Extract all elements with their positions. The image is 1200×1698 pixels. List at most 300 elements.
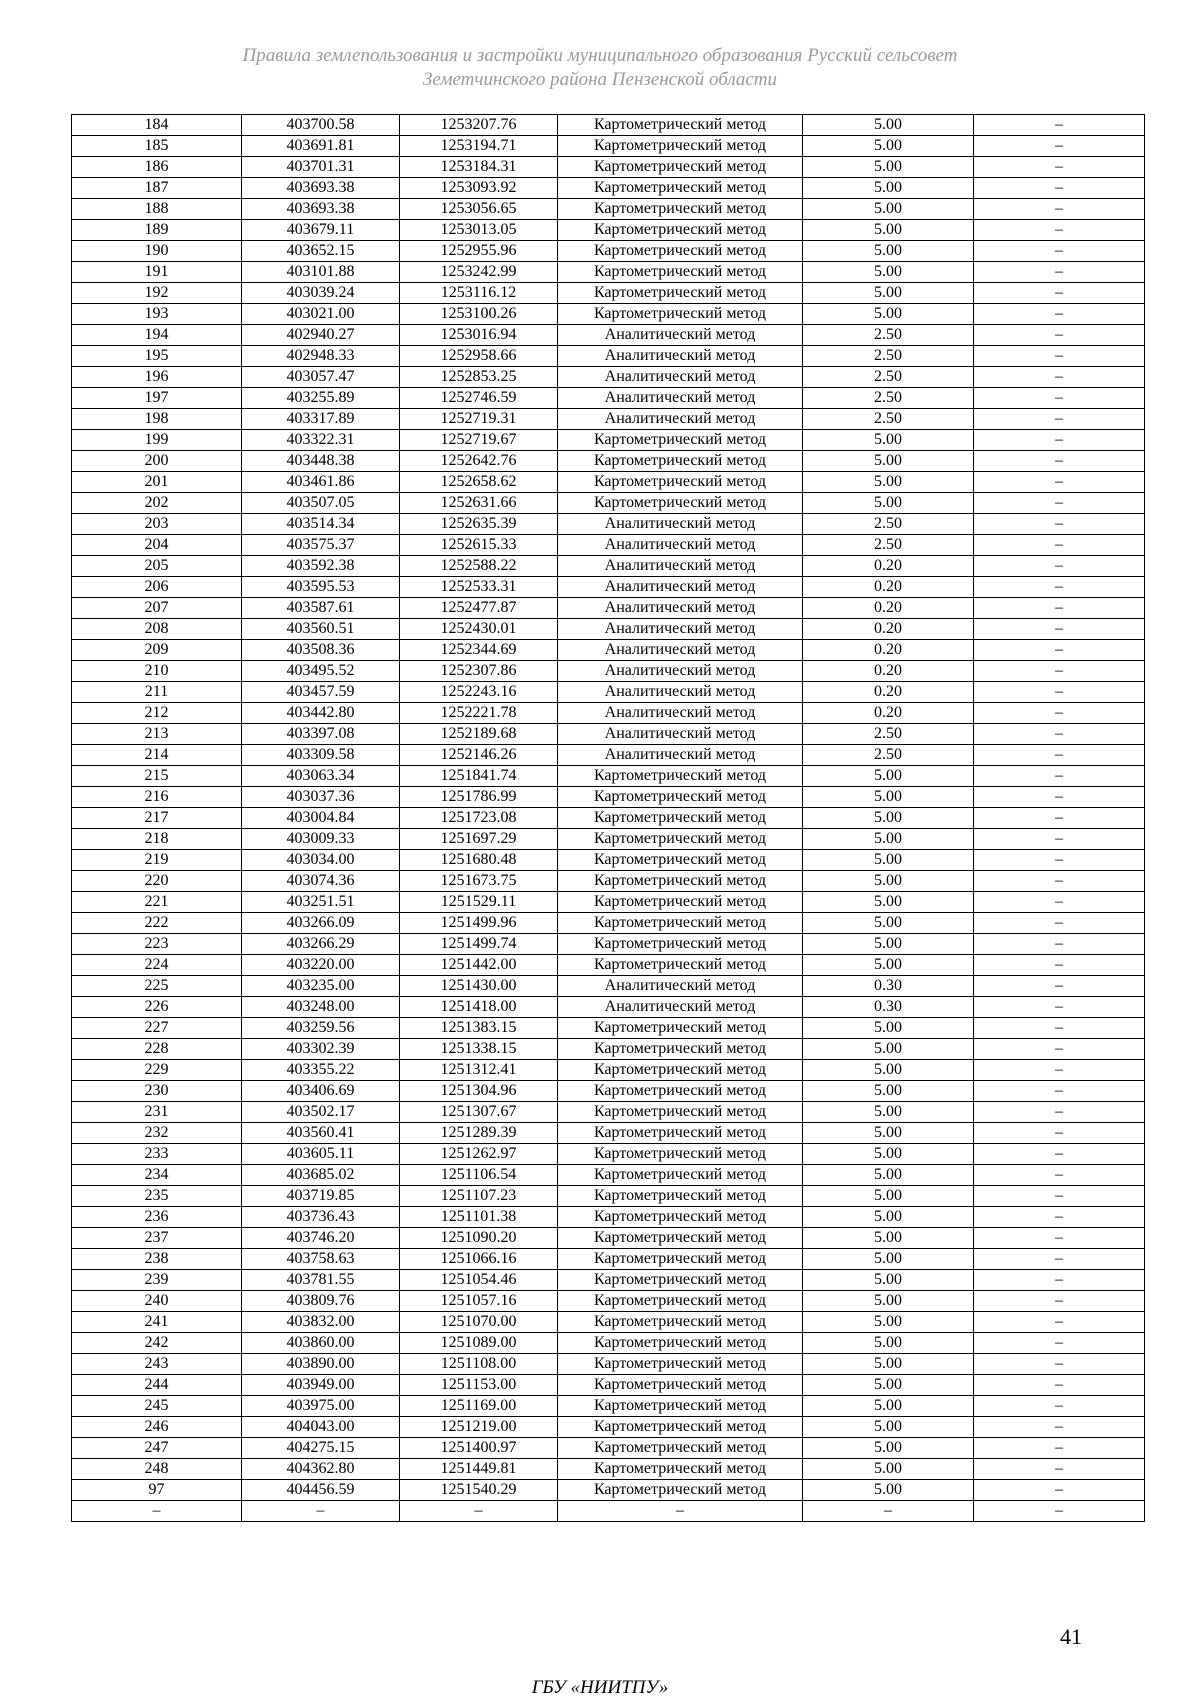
x-coordinate-cell: 403685.02 [242,1165,400,1186]
x-coordinate-cell: 403039.24 [242,283,400,304]
accuracy-cell: 5.00 [803,1480,974,1501]
point-number-cell: 201 [72,472,242,493]
x-coordinate-cell: 403220.00 [242,955,400,976]
point-number-cell: 219 [72,850,242,871]
accuracy-cell: 0.20 [803,661,974,682]
note-cell: – [974,283,1145,304]
point-number-cell: 198 [72,409,242,430]
y-coordinate-cell: 1253242.99 [400,262,558,283]
table-row [72,262,1145,283]
table-row [72,640,1145,661]
point-number-cell: 202 [72,493,242,514]
x-coordinate-cell: 402948.33 [242,346,400,367]
y-coordinate-cell: 1252635.39 [400,514,558,535]
accuracy-cell: 5.00 [803,1249,974,1270]
note-cell: – [974,346,1145,367]
method-cell: Аналитический метод [558,682,803,703]
method-cell: Картометрический метод [558,283,803,304]
method-cell: Картометрический метод [558,1207,803,1228]
table-row [72,1060,1145,1081]
table-row [72,1081,1145,1102]
y-coordinate-cell: 1251262.97 [400,1144,558,1165]
point-number-cell: – [72,1501,242,1522]
x-coordinate-cell: 403693.38 [242,178,400,199]
table-row [72,1396,1145,1417]
accuracy-cell: 2.50 [803,388,974,409]
y-coordinate-cell: 1251089.00 [400,1333,558,1354]
method-cell: Картометрический метод [558,262,803,283]
point-number-cell: 203 [72,514,242,535]
accuracy-cell: 0.20 [803,619,974,640]
table-row [72,388,1145,409]
method-cell: Аналитический метод [558,703,803,724]
table-row [72,1165,1145,1186]
y-coordinate-cell: 1253184.31 [400,157,558,178]
point-number-cell: 230 [72,1081,242,1102]
table-row [72,178,1145,199]
x-coordinate-cell: 403700.58 [242,115,400,136]
method-cell: Картометрический метод [558,430,803,451]
point-number-cell: 192 [72,283,242,304]
accuracy-cell: 5.00 [803,892,974,913]
note-cell: – [974,850,1145,871]
accuracy-cell: 0.30 [803,976,974,997]
point-number-cell: 200 [72,451,242,472]
accuracy-cell: 5.00 [803,1375,974,1396]
point-number-cell: 193 [72,304,242,325]
method-cell: Картометрический метод [558,493,803,514]
x-coordinate-cell: 403508.36 [242,640,400,661]
note-cell: – [974,493,1145,514]
note-cell: – [974,640,1145,661]
accuracy-cell: 5.00 [803,1144,974,1165]
x-coordinate-cell: 403248.00 [242,997,400,1018]
x-coordinate-cell: 403009.33 [242,829,400,850]
note-cell: – [974,535,1145,556]
x-coordinate-cell: 403507.05 [242,493,400,514]
y-coordinate-cell: 1253194.71 [400,136,558,157]
x-coordinate-cell: 403255.89 [242,388,400,409]
point-number-cell: 225 [72,976,242,997]
note-cell: – [974,934,1145,955]
accuracy-cell: 5.00 [803,808,974,829]
table-row [72,1144,1145,1165]
point-number-cell: 209 [72,640,242,661]
method-cell: Картометрический метод [558,1375,803,1396]
y-coordinate-cell: 1251054.46 [400,1270,558,1291]
point-number-cell: 221 [72,892,242,913]
y-coordinate-cell: 1251723.08 [400,808,558,829]
x-coordinate-cell: 403266.29 [242,934,400,955]
y-coordinate-cell: 1252588.22 [400,556,558,577]
method-cell: Картометрический метод [558,892,803,913]
method-cell: Картометрический метод [558,850,803,871]
point-number-cell: 220 [72,871,242,892]
table-row [72,1480,1145,1501]
point-number-cell: 224 [72,955,242,976]
note-cell: – [974,430,1145,451]
accuracy-cell: 2.50 [803,724,974,745]
page-header [0,44,1200,92]
y-coordinate-cell: 1251786.99 [400,787,558,808]
x-coordinate-cell: 403397.08 [242,724,400,745]
method-cell: Аналитический метод [558,619,803,640]
table-row [72,787,1145,808]
x-coordinate-cell: 403890.00 [242,1354,400,1375]
table-row [72,1018,1145,1039]
y-coordinate-cell: 1253016.94 [400,325,558,346]
accuracy-cell: 0.20 [803,682,974,703]
x-coordinate-cell: 403949.00 [242,1375,400,1396]
accuracy-cell: 5.00 [803,955,974,976]
x-coordinate-cell: 403595.53 [242,577,400,598]
x-coordinate-cell: 403560.51 [242,619,400,640]
note-cell: – [974,955,1145,976]
method-cell: Картометрический метод [558,1144,803,1165]
y-coordinate-cell: 1251304.96 [400,1081,558,1102]
point-number-cell: 246 [72,1417,242,1438]
y-coordinate-cell: 1251680.48 [400,850,558,871]
table-row [72,997,1145,1018]
accuracy-cell: 5.00 [803,787,974,808]
note-cell: – [974,220,1145,241]
y-coordinate-cell: 1251499.74 [400,934,558,955]
note-cell: – [974,556,1145,577]
x-coordinate-cell: – [242,1501,400,1522]
method-cell: Картометрический метод [558,934,803,955]
table-row [72,1186,1145,1207]
accuracy-cell: 5.00 [803,1228,974,1249]
table-row [72,1501,1145,1522]
point-number-cell: 223 [72,934,242,955]
point-number-cell: 242 [72,1333,242,1354]
x-coordinate-cell: 404456.59 [242,1480,400,1501]
point-number-cell: 208 [72,619,242,640]
note-cell: – [974,409,1145,430]
method-cell: Картометрический метод [558,1039,803,1060]
table-row [72,1102,1145,1123]
method-cell: Аналитический метод [558,346,803,367]
x-coordinate-cell: 403746.20 [242,1228,400,1249]
x-coordinate-cell: 403860.00 [242,1333,400,1354]
point-number-cell: 191 [72,262,242,283]
x-coordinate-cell: 403502.17 [242,1102,400,1123]
accuracy-cell: 0.20 [803,703,974,724]
note-cell: – [974,1354,1145,1375]
accuracy-cell: 0.20 [803,556,974,577]
point-number-cell: 194 [72,325,242,346]
point-number-cell: 195 [72,346,242,367]
note-cell: – [974,1312,1145,1333]
accuracy-cell: 5.00 [803,1459,974,1480]
table-row [72,199,1145,220]
note-cell: – [974,388,1145,409]
method-cell: Аналитический метод [558,514,803,535]
x-coordinate-cell: 403309.58 [242,745,400,766]
accuracy-cell: 5.00 [803,1186,974,1207]
note-cell: – [974,829,1145,850]
x-coordinate-cell: 403235.00 [242,976,400,997]
y-coordinate-cell: 1251070.00 [400,1312,558,1333]
accuracy-cell: 5.00 [803,241,974,262]
header-line-2: Земетчинского района Пензенской области [422,69,778,90]
y-coordinate-cell: 1251442.00 [400,955,558,976]
accuracy-cell: 5.00 [803,829,974,850]
y-coordinate-cell: 1252533.31 [400,577,558,598]
method-cell: Аналитический метод [558,577,803,598]
y-coordinate-cell: 1252658.62 [400,472,558,493]
table-row [72,451,1145,472]
x-coordinate-cell: 403461.86 [242,472,400,493]
method-cell: Картометрический метод [558,913,803,934]
y-coordinate-cell: 1251101.38 [400,1207,558,1228]
y-coordinate-cell: 1251108.00 [400,1354,558,1375]
accuracy-cell: 5.00 [803,472,974,493]
table-row [72,913,1145,934]
table-row [72,241,1145,262]
point-number-cell: 222 [72,913,242,934]
method-cell: Картометрический метод [558,1291,803,1312]
method-cell: Аналитический метод [558,745,803,766]
accuracy-cell: 5.00 [803,115,974,136]
table-row [72,346,1145,367]
method-cell: Картометрический метод [558,808,803,829]
point-number-cell: 189 [72,220,242,241]
table-row [72,1270,1145,1291]
method-cell: Аналитический метод [558,598,803,619]
y-coordinate-cell: 1251418.00 [400,997,558,1018]
y-coordinate-cell: 1253093.92 [400,178,558,199]
x-coordinate-cell: 403457.59 [242,682,400,703]
method-cell: Аналитический метод [558,325,803,346]
y-coordinate-cell: – [400,1501,558,1522]
table-row [72,430,1145,451]
x-coordinate-cell: 403355.22 [242,1060,400,1081]
method-cell: Аналитический метод [558,724,803,745]
table-row [72,871,1145,892]
point-number-cell: 247 [72,1438,242,1459]
method-cell: Картометрический метод [558,1060,803,1081]
accuracy-cell: 2.50 [803,367,974,388]
accuracy-cell: 5.00 [803,1417,974,1438]
table-row [72,1312,1145,1333]
point-number-cell: 97 [72,1480,242,1501]
table-row [72,283,1145,304]
table-row [72,661,1145,682]
method-cell: Картометрический метод [558,1354,803,1375]
method-cell: – [558,1501,803,1522]
accuracy-cell: 5.00 [803,913,974,934]
x-coordinate-cell: 403652.15 [242,241,400,262]
method-cell: Картометрический метод [558,1165,803,1186]
note-cell: – [974,115,1145,136]
note-cell: – [974,367,1145,388]
y-coordinate-cell: 1251219.00 [400,1417,558,1438]
table-row [72,367,1145,388]
accuracy-cell: 5.00 [803,1291,974,1312]
note-cell: – [974,262,1145,283]
x-coordinate-cell: 403719.85 [242,1186,400,1207]
point-number-cell: 188 [72,199,242,220]
point-number-cell: 212 [72,703,242,724]
x-coordinate-cell: 403575.37 [242,535,400,556]
y-coordinate-cell: 1252958.66 [400,346,558,367]
point-number-cell: 239 [72,1270,242,1291]
method-cell: Картометрический метод [558,787,803,808]
method-cell: Картометрический метод [558,1102,803,1123]
y-coordinate-cell: 1252344.69 [400,640,558,661]
header-line-1: Правила землепользования и застройки муниципального образования Русский сельсовет [242,45,958,66]
note-cell: – [974,1438,1145,1459]
x-coordinate-cell: 403679.11 [242,220,400,241]
accuracy-cell: – [803,1501,974,1522]
method-cell: Картометрический метод [558,1459,803,1480]
note-cell: – [974,1417,1145,1438]
method-cell: Аналитический метод [558,997,803,1018]
x-coordinate-cell: 403495.52 [242,661,400,682]
table-row [72,808,1145,829]
x-coordinate-cell: 403809.76 [242,1291,400,1312]
method-cell: Аналитический метод [558,661,803,682]
accuracy-cell: 5.00 [803,283,974,304]
note-cell: – [974,1039,1145,1060]
x-coordinate-cell: 402940.27 [242,325,400,346]
x-coordinate-cell: 403587.61 [242,598,400,619]
table-row [72,1333,1145,1354]
y-coordinate-cell: 1252477.87 [400,598,558,619]
y-coordinate-cell: 1252719.31 [400,409,558,430]
coordinates-table [71,114,1145,1522]
x-coordinate-cell: 403037.36 [242,787,400,808]
method-cell: Картометрический метод [558,241,803,262]
y-coordinate-cell: 1253056.65 [400,199,558,220]
point-number-cell: 196 [72,367,242,388]
y-coordinate-cell: 1251307.67 [400,1102,558,1123]
note-cell: – [974,1249,1145,1270]
accuracy-cell: 5.00 [803,304,974,325]
note-cell: – [974,1186,1145,1207]
point-number-cell: 190 [72,241,242,262]
point-number-cell: 199 [72,430,242,451]
note-cell: – [974,1459,1145,1480]
accuracy-cell: 5.00 [803,1018,974,1039]
accuracy-cell: 2.50 [803,346,974,367]
x-coordinate-cell: 403004.84 [242,808,400,829]
method-cell: Картометрический метод [558,178,803,199]
method-cell: Картометрический метод [558,1123,803,1144]
x-coordinate-cell: 403101.88 [242,262,400,283]
y-coordinate-cell: 1251400.97 [400,1438,558,1459]
accuracy-cell: 5.00 [803,430,974,451]
table-row [72,220,1145,241]
x-coordinate-cell: 403691.81 [242,136,400,157]
y-coordinate-cell: 1251697.29 [400,829,558,850]
method-cell: Картометрический метод [558,1333,803,1354]
table-row [72,409,1145,430]
y-coordinate-cell: 1251090.20 [400,1228,558,1249]
table-row [72,703,1145,724]
point-number-cell: 233 [72,1144,242,1165]
x-coordinate-cell: 403693.38 [242,199,400,220]
x-coordinate-cell: 403317.89 [242,409,400,430]
point-number-cell: 207 [72,598,242,619]
x-coordinate-cell: 403034.00 [242,850,400,871]
method-cell: Аналитический метод [558,409,803,430]
accuracy-cell: 5.00 [803,178,974,199]
point-number-cell: 244 [72,1375,242,1396]
table-row [72,514,1145,535]
accuracy-cell: 5.00 [803,136,974,157]
y-coordinate-cell: 1251499.96 [400,913,558,934]
table-row [72,304,1145,325]
note-cell: – [974,514,1145,535]
method-cell: Картометрический метод [558,304,803,325]
y-coordinate-cell: 1252221.78 [400,703,558,724]
point-number-cell: 218 [72,829,242,850]
note-cell: – [974,577,1145,598]
method-cell: Картометрический метод [558,1186,803,1207]
x-coordinate-cell: 404043.00 [242,1417,400,1438]
table-row [72,934,1145,955]
note-cell: – [974,619,1145,640]
point-number-cell: 197 [72,388,242,409]
note-cell: – [974,451,1145,472]
accuracy-cell: 5.00 [803,1312,974,1333]
point-number-cell: 227 [72,1018,242,1039]
y-coordinate-cell: 1252719.67 [400,430,558,451]
point-number-cell: 229 [72,1060,242,1081]
point-number-cell: 215 [72,766,242,787]
point-number-cell: 232 [72,1123,242,1144]
method-cell: Картометрический метод [558,136,803,157]
table-row [72,598,1145,619]
note-cell: – [974,1501,1145,1522]
accuracy-cell: 5.00 [803,1060,974,1081]
table-row [72,1375,1145,1396]
x-coordinate-cell: 404362.80 [242,1459,400,1480]
accuracy-cell: 5.00 [803,493,974,514]
note-cell: – [974,913,1145,934]
table-row [72,724,1145,745]
note-cell: – [974,1396,1145,1417]
note-cell: – [974,1144,1145,1165]
x-coordinate-cell: 403605.11 [242,1144,400,1165]
accuracy-cell: 5.00 [803,1207,974,1228]
accuracy-cell: 5.00 [803,934,974,955]
table-row [72,1249,1145,1270]
x-coordinate-cell: 403781.55 [242,1270,400,1291]
x-coordinate-cell: 403266.09 [242,913,400,934]
point-number-cell: 228 [72,1039,242,1060]
accuracy-cell: 5.00 [803,1333,974,1354]
table-row [72,1291,1145,1312]
table-row [72,1438,1145,1459]
y-coordinate-cell: 1251312.41 [400,1060,558,1081]
accuracy-cell: 2.50 [803,514,974,535]
y-coordinate-cell: 1251540.29 [400,1480,558,1501]
accuracy-cell: 5.00 [803,1123,974,1144]
note-cell: – [974,976,1145,997]
point-number-cell: 248 [72,1459,242,1480]
point-number-cell: 231 [72,1102,242,1123]
y-coordinate-cell: 1251066.16 [400,1249,558,1270]
table-row [72,472,1145,493]
method-cell: Картометрический метод [558,1312,803,1333]
method-cell: Аналитический метод [558,367,803,388]
x-coordinate-cell: 403448.38 [242,451,400,472]
table-row [72,976,1145,997]
note-cell: – [974,661,1145,682]
